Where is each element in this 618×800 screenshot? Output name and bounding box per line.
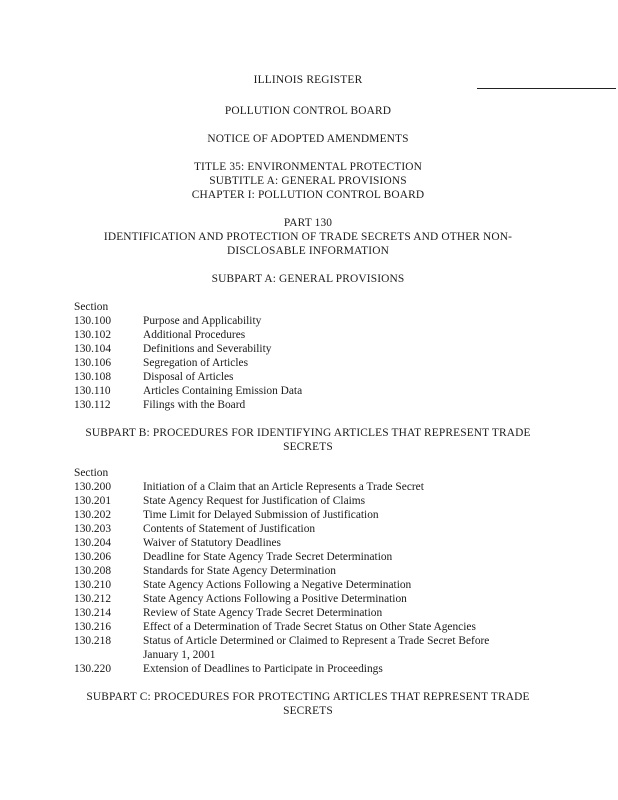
section-title: Segregation of Articles: [143, 357, 249, 369]
list-item: [74, 592, 544, 606]
list-item: [74, 384, 544, 398]
section-number: 130.208: [74, 565, 112, 577]
section-title: Waiver of Statutory Deadlines: [143, 537, 281, 549]
subpart-c-heading-line2: SECRETS: [283, 705, 333, 717]
section-number: 130.106: [74, 357, 112, 369]
section-title: Time Limit for Delayed Submission of Justification: [143, 509, 379, 521]
list-item: [74, 536, 544, 550]
subpart-b-heading-line2: SECRETS: [283, 441, 333, 453]
section-title: State Agency Request for Justification of Claims: [143, 495, 366, 507]
section-number: 130.218: [74, 635, 112, 647]
list-item: [74, 606, 544, 620]
section-number: 130.204: [74, 537, 112, 549]
subpart-b-heading-line1: SUBPART B: PROCEDURES FOR IDENTIFYING ARTICLES THAT REPRESENT TRADE: [85, 427, 531, 439]
section-number: 130.212: [74, 593, 112, 605]
section-title: Extension of Deadlines to Participate in Proceedings: [143, 663, 383, 675]
section-title: Purpose and Applicability: [143, 315, 262, 327]
list-item: [74, 508, 544, 522]
section-title: Additional Procedures: [143, 329, 246, 341]
section-title: Filings with the Board: [143, 399, 246, 411]
section-number: 130.216: [74, 621, 112, 633]
list-item: [74, 550, 544, 564]
list-item: [74, 342, 544, 356]
section-number: 130.201: [74, 495, 112, 507]
section-title: Deadline for State Agency Trade Secret Determination: [143, 551, 393, 563]
list-item: [74, 522, 544, 536]
section-number: 130.112: [74, 399, 111, 411]
chapter-heading: CHAPTER I: POLLUTION CONTROL BOARD: [191, 189, 425, 201]
section-number: 130.206: [74, 551, 112, 563]
subpart-a-section-list: [74, 300, 544, 412]
section-title: Review of State Agency Trade Secret Determination: [143, 607, 383, 619]
list-item: [74, 314, 544, 328]
section-number: 130.100: [74, 315, 112, 327]
list-item: [74, 494, 544, 508]
section-title: Initiation of a Claim that an Article Represents a Trade Secret: [143, 481, 424, 493]
section-title: Articles Containing Emission Data: [143, 385, 303, 397]
title-heading: TITLE 35: ENVIRONMENTAL PROTECTION: [193, 161, 423, 173]
section-number: 130.200: [74, 481, 112, 493]
subtitle-heading: SUBTITLE A: GENERAL PROVISIONS: [209, 175, 407, 187]
part-number: PART 130: [283, 217, 333, 229]
part-name-line1: IDENTIFICATION AND PROTECTION OF TRADE SECRETS AND OTHER NON-: [103, 231, 513, 243]
section-number: 130.203: [74, 523, 112, 535]
section-number: 130.220: [74, 663, 112, 675]
list-item: [74, 356, 544, 370]
section-title: Contents of Statement of Justification: [143, 523, 316, 535]
list-item: [74, 620, 544, 634]
section-number: 130.102: [74, 329, 112, 341]
section-number: 130.104: [74, 343, 112, 355]
section-title: Disposal of Articles: [143, 371, 234, 383]
list-item: [74, 370, 544, 384]
section-number: 130.214: [74, 607, 112, 619]
section-label: Section: [74, 467, 109, 479]
list-item: [74, 398, 544, 412]
list-item: [74, 662, 544, 676]
section-number: 130.202: [74, 509, 112, 521]
section-title: Definitions and Severability: [143, 343, 272, 355]
list-item: [74, 634, 544, 648]
list-item-continuation: [74, 648, 544, 662]
section-title: Effect of a Determination of Trade Secret Status on Other State Agencies: [143, 621, 476, 633]
header-rule: [477, 88, 616, 89]
section-number: 130.108: [74, 371, 112, 383]
register-header: [74, 73, 542, 87]
section-number: 130.210: [74, 579, 112, 591]
subpart-b-section-list: [74, 466, 544, 676]
section-title: Status of Article Determined or Claimed to Represent a Trade Secret Before: [143, 635, 490, 647]
register-title: ILLINOIS REGISTER: [253, 74, 363, 86]
list-item: [74, 578, 544, 592]
part-name-line2: DISCLOSABLE INFORMATION: [227, 245, 389, 257]
subpart-a-heading: SUBPART A: GENERAL PROVISIONS: [211, 273, 405, 285]
notice-heading: NOTICE OF ADOPTED AMENDMENTS: [207, 133, 409, 145]
board-name: POLLUTION CONTROL BOARD: [224, 105, 392, 117]
section-label: Section: [74, 301, 109, 313]
list-item: [74, 328, 544, 342]
section-title: State Agency Actions Following a Negative Determination: [143, 579, 412, 591]
subpart-c-heading-line1: SUBPART C: PROCEDURES FOR PROTECTING ARTICLES THAT REPRESENT TRADE: [86, 691, 530, 703]
section-title: Standards for State Agency Determination: [143, 565, 336, 577]
section-number: 130.110: [74, 385, 111, 397]
list-item: [74, 480, 544, 494]
section-title-continued: January 1, 2001: [143, 649, 216, 661]
list-item: [74, 564, 544, 578]
section-title: State Agency Actions Following a Positive Determination: [143, 593, 407, 605]
